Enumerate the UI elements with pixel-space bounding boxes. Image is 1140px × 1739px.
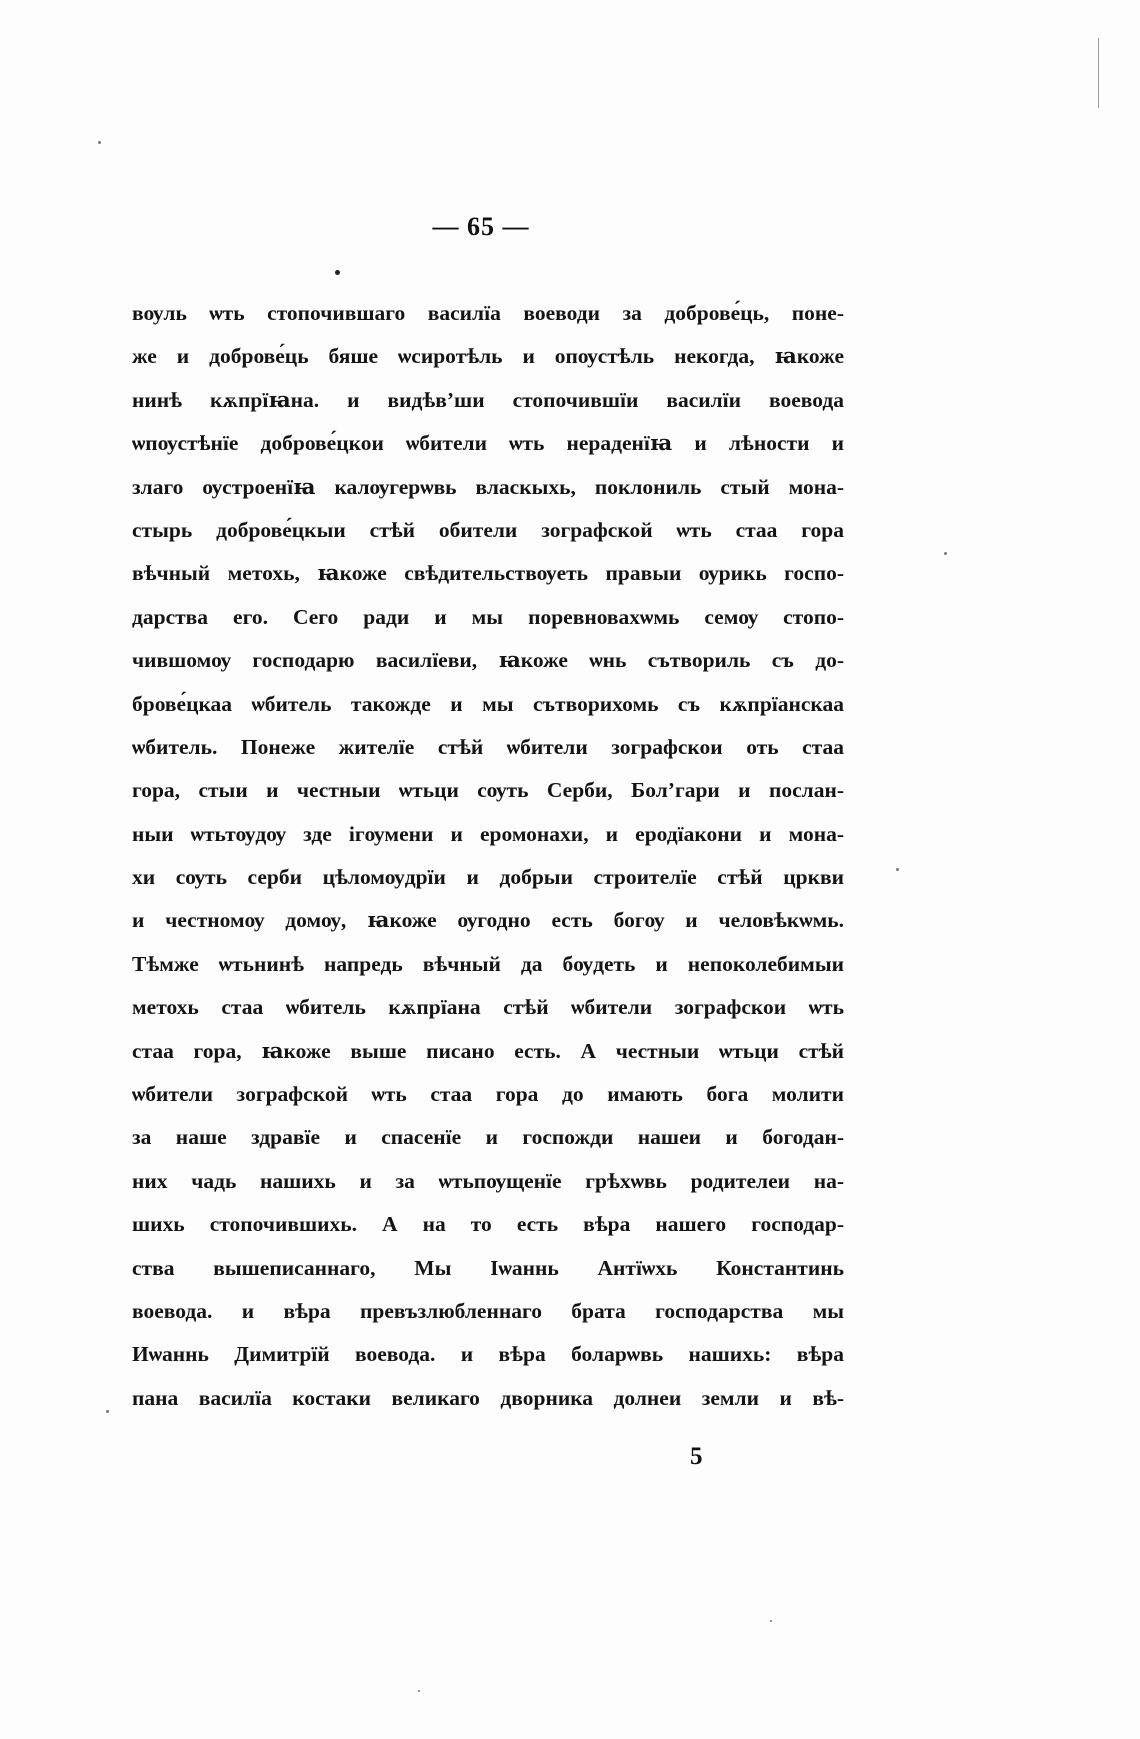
body-text (132, 292, 844, 1420)
text-line: ѡпѹстѣнїе доброве́цкои ѡбители ѡть нераденїꙗ и лѣности и (132, 431, 844, 456)
scan-speck (98, 141, 101, 144)
text-line: Тѣмже ѡтьнинѣ напредь вѣчный да бѹдеть и непоколебимыи (132, 951, 844, 976)
text-line: них чадь нашихь и за ѡтьпѹщенїе грѣхѡвь родителеи на- (132, 1168, 844, 1193)
text-line: стырь доброве́цкыи стѣй обители зографской ѡть стаа гора (132, 517, 844, 542)
text-line: вѣчный метохь, ꙗкоже свѣдительствѹеть правыи ѹрикь госпо- (132, 561, 844, 586)
text-line: нинѣ кѫпрїꙗна. и видѣв’ши стопочившїи василїи воевода (132, 387, 844, 412)
text-line: хи сѹть серби цѣломѹдрїи и добрыи строителїе стѣй цркви (132, 865, 844, 890)
scan-edge-mark (1098, 38, 1099, 108)
scan-speck (944, 552, 947, 555)
text-line: за наше здравїе и спасенїе и госпожди нашеи и богодан- (132, 1125, 844, 1150)
text-line: ства вышеписаннаго, Мы Іѡаннь Антїѡхь Константинь (132, 1255, 844, 1280)
text-line: дарства его. Сего ради и мы поревновахѡмь семѹ стопо- (132, 604, 844, 629)
page-number: — 65 — (432, 212, 530, 241)
text-line: гора, стыи и честныи ѡтьци сѹть Серби, Бол’гари и послан- (132, 778, 844, 803)
text-line: ѡбители зографской ѡть стаа гора до имають бога молити (132, 1082, 844, 1107)
text-line: шихь стопочившихь. А на то есть вѣра нашего господар- (132, 1212, 844, 1237)
text-line: вѹль ѡть стопочившаго василїа воеводи за доброве́ць, поне- (132, 301, 844, 325)
scan-speck (335, 270, 340, 275)
text-line: чившомѹ господарю василїеви, ꙗкоже ѡнь сътвориль съ до- (132, 648, 844, 673)
scan-speck (896, 868, 899, 871)
text-line: Иѡаннь Димитрїй воевода. и вѣра боларѡвь нашихь: вѣра (132, 1342, 844, 1367)
scan-speck (418, 1690, 420, 1692)
text-line: стаа гора, ꙗкоже выше писано есть. А честныи ѡтьци стѣй (132, 1038, 844, 1063)
text-line: же и доброве́ць бяше ѡсиротѣль и опѹстѣль некогда, ꙗкоже (132, 344, 844, 369)
text-line: ѡбитель. Понеже жителїе стѣй ѡбители зографскои оть стаа (132, 734, 844, 759)
text-line: метохь стаа ѡбитель кѫпрїана стѣй ѡбители зографскои ѡть (132, 995, 844, 1020)
scan-speck (106, 1410, 109, 1413)
text-line: ныи ѡтьтѹдѹ зде ігѹмени и еромонахи, и еродїакони и мона- (132, 821, 844, 846)
scan-speck (770, 1620, 772, 1622)
signature-mark: 5 (690, 1443, 703, 1470)
text-line: и честномѹ домѹ, ꙗкоже ѹгодно есть богѹ и человѣкѡмь. (132, 908, 844, 933)
text-line: пана василїа костаки великаго дворника долнеи земли и вѣ- (132, 1385, 844, 1410)
text-line: воевода. и вѣра превъзлюбленнаго брата господарства мы (132, 1298, 844, 1323)
text-line: злаго ѹстроенїꙗ калѹгерѡвь власкыхь, поклониль стый мона- (132, 474, 844, 499)
text-line: брове́цкаа ѡбитель такожде и мы сътворихомь съ кѫпрїанскаа (132, 691, 844, 716)
